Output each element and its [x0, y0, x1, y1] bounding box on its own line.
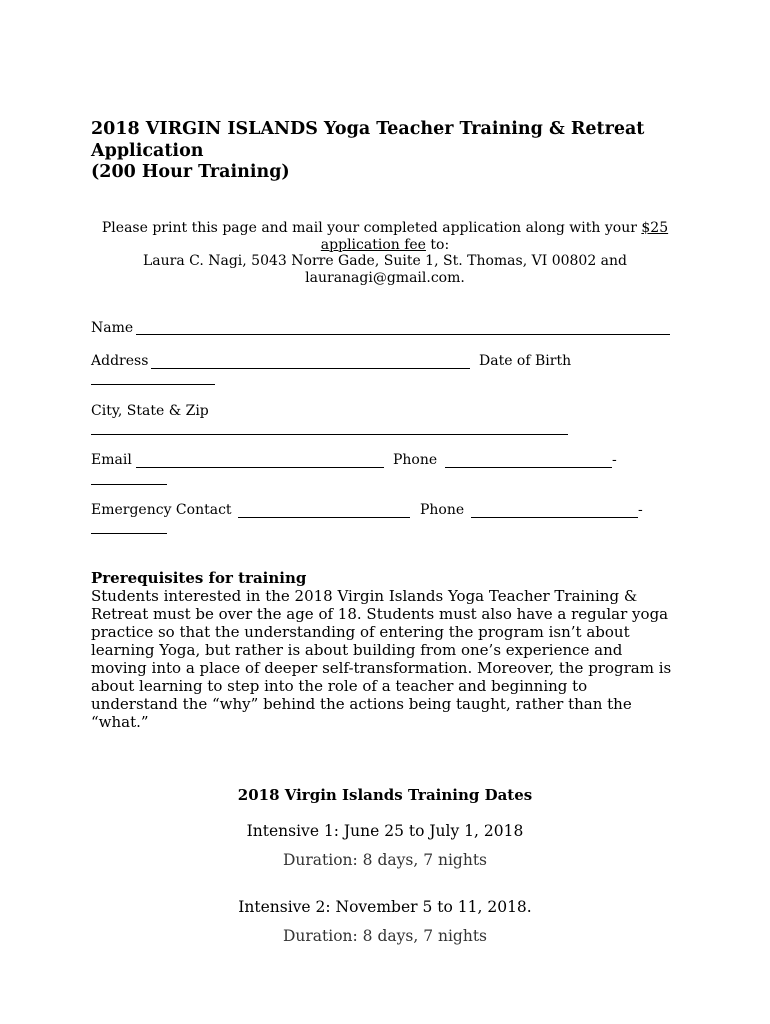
- emergency-phone-dash: -: [638, 502, 643, 518]
- intensive-2-duration: Duration: 8 days, 7 nights: [282, 927, 488, 945]
- emergency-contact-field[interactable]: [238, 517, 410, 518]
- dob-label: Date of Birth: [479, 353, 572, 369]
- address-field[interactable]: [151, 368, 470, 369]
- address-label: Address: [91, 353, 149, 369]
- prerequisites-line: about learning to step into the role of a teacher and beginning to: [91, 677, 588, 695]
- page-title: [91, 119, 691, 184]
- prerequisites-line: understand the “why” behind the actions being taught, rather than the: [91, 695, 632, 713]
- mailing-instructions: [95, 220, 675, 286]
- phone-extension-field[interactable]: [91, 484, 167, 485]
- phone-dash: -: [612, 452, 617, 468]
- name-label: Name: [91, 320, 134, 336]
- city-state-zip-field[interactable]: [91, 434, 568, 435]
- emergency-contact-label: Emergency Contact: [91, 502, 232, 518]
- prerequisites-heading: Prerequisites for training: [91, 569, 307, 587]
- prerequisites-line: practice so that the understanding of entering the program isn’t about: [91, 623, 630, 641]
- intro-to-text: to:: [425, 236, 450, 253]
- city-state-zip-label: City, State & Zip: [91, 403, 209, 419]
- emergency-phone-label: Phone: [420, 502, 465, 518]
- email-field[interactable]: [136, 467, 384, 468]
- prerequisites-line: “what.”: [91, 713, 149, 731]
- prerequisites-line: Retreat must be over the age of 18. Students must also have a regular yoga: [91, 605, 669, 623]
- emergency-phone-extension-field[interactable]: [91, 533, 167, 534]
- title-line-1: 2018 VIRGIN ISLANDS Yoga Teacher Training & Retreat: [91, 119, 645, 139]
- training-dates-heading: 2018 Virgin Islands Training Dates: [237, 786, 533, 804]
- name-field[interactable]: [136, 334, 670, 335]
- mailing-address: Laura C. Nagi, 5043 Norre Gade, Suite 1, St. Thomas, VI 00802 and: [142, 253, 628, 269]
- contact-email: lauranagi@gmail.com.: [305, 269, 465, 286]
- prerequisites-line: learning Yoga, but rather is about building from one’s experience and: [91, 641, 623, 659]
- phone-field[interactable]: [445, 467, 612, 468]
- email-label: Email: [91, 452, 132, 468]
- intro-text: Please print this page and mail your completed application along with your: [101, 220, 642, 236]
- title-line-2: Application: [91, 140, 204, 161]
- prerequisites-line: moving into a place of deeper self-transformation. Moreover, the program is: [91, 659, 672, 677]
- phone-label: Phone: [393, 452, 438, 468]
- prerequisites-line: Students interested in the 2018 Virgin Islands Yoga Teacher Training &: [91, 587, 638, 605]
- prerequisites-text: [91, 587, 691, 731]
- emergency-phone-field[interactable]: [471, 517, 638, 518]
- intensive-1-dates: Intensive 1: June 25 to July 1, 2018: [246, 822, 524, 840]
- application-fee-link[interactable]: $25 application fee: [320, 220, 669, 253]
- intensive-1-duration: Duration: 8 days, 7 nights: [282, 851, 488, 869]
- dob-field[interactable]: [91, 384, 215, 385]
- title-line-3: (200 Hour Training): [91, 162, 290, 182]
- intensive-2-dates: Intensive 2: November 5 to 11, 2018.: [238, 898, 532, 916]
